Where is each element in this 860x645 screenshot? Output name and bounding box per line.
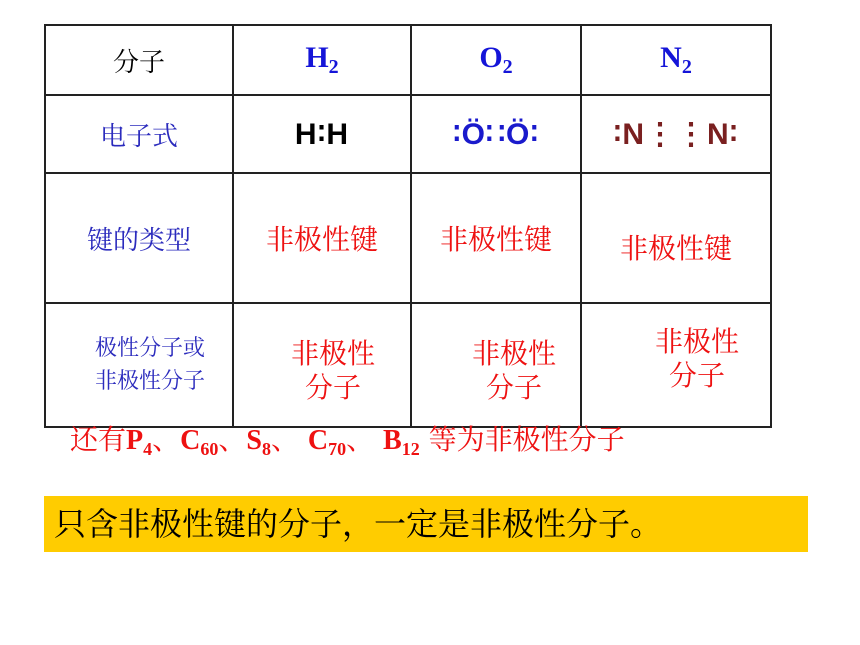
note-sep: 、 bbox=[152, 423, 181, 456]
note-sep: 、 bbox=[270, 423, 308, 456]
electron-formula-row bbox=[45, 95, 771, 173]
polarity-n2 bbox=[581, 303, 771, 427]
polarity-n2-line1: 非极性 bbox=[654, 325, 739, 358]
table-header-row bbox=[45, 25, 771, 95]
formula-h2: $H_2$ bbox=[233, 25, 411, 95]
polarity-o2 bbox=[411, 303, 581, 427]
lewis-h2-text: H∶H bbox=[294, 117, 350, 151]
header-label: 分子 bbox=[45, 25, 233, 95]
polarity-h2 bbox=[233, 303, 411, 427]
electron-formula-label: 电子式 bbox=[45, 95, 233, 173]
lewis-h2 bbox=[233, 95, 411, 173]
polarity-row bbox=[45, 303, 771, 427]
formula-o2: $O_2$ bbox=[411, 25, 581, 95]
polarity-label bbox=[45, 303, 233, 427]
polarity-o2-line1: 非极性 bbox=[471, 337, 556, 370]
formula-n2: $N_2$ bbox=[581, 25, 771, 95]
molecule-table bbox=[44, 24, 772, 428]
lewis-n2 bbox=[581, 95, 771, 173]
note-p4: $P_4$ bbox=[126, 425, 153, 459]
bond-type-o2: 非极性键 bbox=[411, 173, 581, 303]
polarity-o2-line2: 分子 bbox=[485, 371, 542, 404]
note-sep bbox=[420, 423, 429, 456]
note-sep: 、 bbox=[346, 423, 384, 456]
bond-type-h2: 非极性键 bbox=[233, 173, 411, 303]
lewis-n2-text: ∶N⋮⋮N∶ bbox=[613, 117, 739, 151]
conclusion-banner: 只含非极性键的分子，一定是非极性分子。 bbox=[44, 496, 808, 552]
polarity-h2-line1: 非极性 bbox=[290, 337, 375, 370]
bond-type-n2: 非极性键 bbox=[581, 173, 771, 303]
note-c70: $C_{70}$ bbox=[307, 425, 347, 459]
bond-type-label: 键的类型 bbox=[45, 173, 233, 303]
polarity-label-line2: 非极性分子 bbox=[94, 369, 205, 394]
note-suffix: 等为非极性分子 bbox=[428, 423, 625, 456]
polarity-n2-line2: 分子 bbox=[668, 359, 725, 392]
note-sep: 、 bbox=[218, 423, 247, 456]
note-b12: $B_{12}$ bbox=[383, 425, 420, 459]
lewis-o2 bbox=[411, 95, 581, 173]
polarity-h2-line2: 分子 bbox=[304, 371, 361, 404]
note-c60: $C_{60}$ bbox=[180, 425, 219, 459]
lewis-o2-text: ∶Ö∷Ö∶ bbox=[452, 117, 540, 151]
polarity-label-line1: 极性分子或 bbox=[94, 336, 205, 361]
nonpolar-examples-note bbox=[70, 418, 625, 460]
note-s8: $S_8$ bbox=[246, 425, 271, 459]
note-prefix: 还有 bbox=[70, 423, 127, 456]
bond-type-row bbox=[45, 173, 771, 303]
